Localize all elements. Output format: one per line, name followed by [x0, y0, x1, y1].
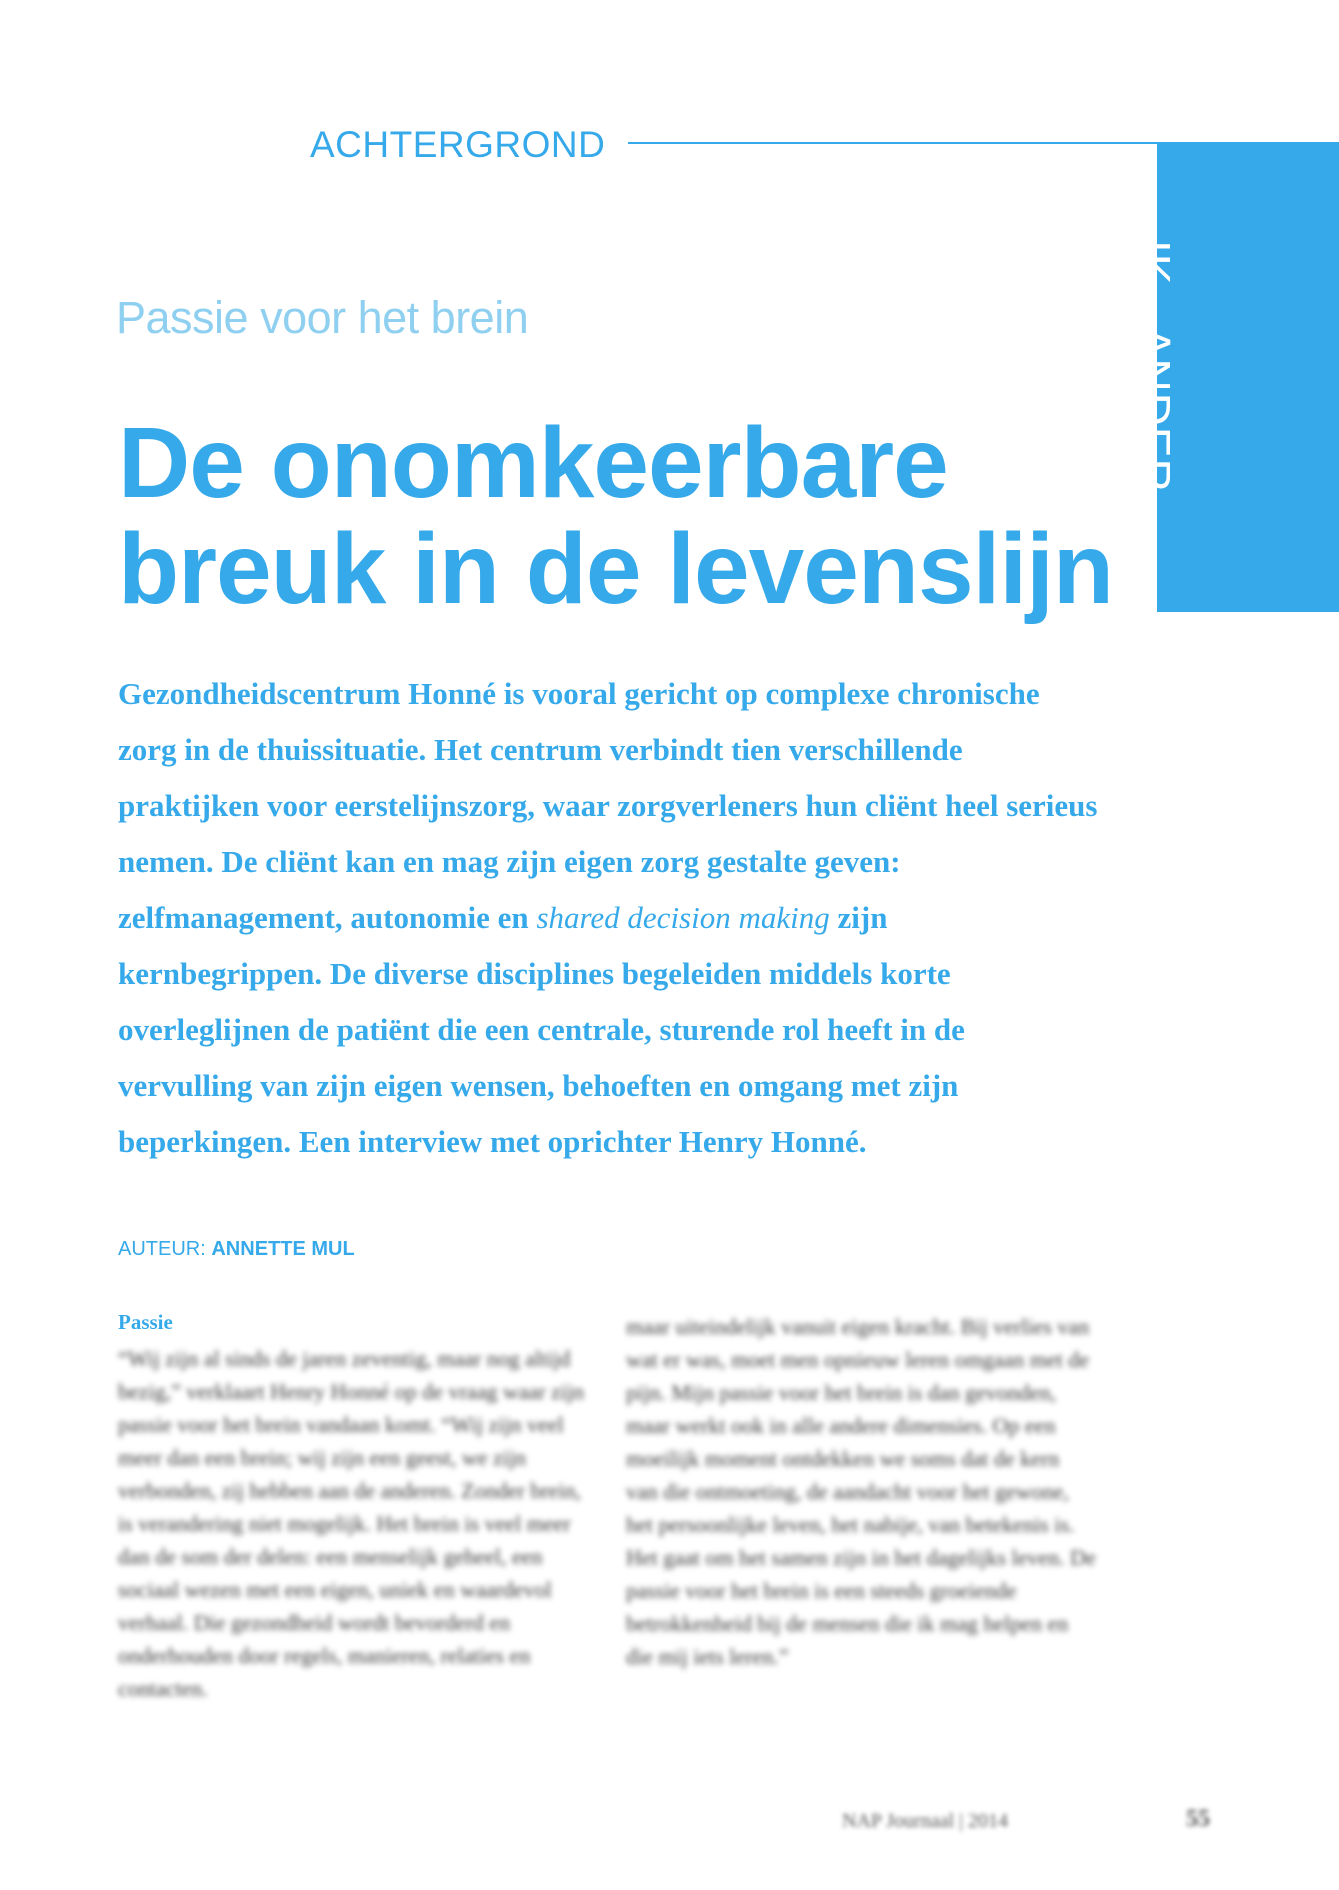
intro-italic-term: shared decision making: [536, 900, 830, 935]
section-label: ACHTERGROND: [310, 124, 606, 165]
body-column-right: maar uiteindelijk vanuit eigen kracht. Bij verlies van wat er was, moet men opnieuw leren omgaan met de pijn. Mijn passie voor het brein is dan gevonden, maar werkt ook in alle andere dimensies. Op een moeilijk moment ontdekken we soms dat de kern van die ontmoeting, de aandacht voor het gewone, het persoonlijke leven, het nabije, van betekenis is. Het gaat om het samen zijn in het dagelijks leven. De passie voor het brein is een steeds groeiende betrokkenheid bij de mensen die ik mag helpen en die mij iets leren.”: [626, 1314, 1096, 1669]
side-tab: [1157, 142, 1339, 612]
section-divider: [628, 142, 1158, 144]
article-intro: [118, 666, 1098, 1170]
byline-author: ANNETTE MUL: [211, 1238, 355, 1260]
article-title-line-2: breuk in de levenslijn: [118, 513, 1113, 625]
footer-journal: NAP Journaal | 2014: [842, 1810, 1009, 1832]
article-title-line-1: De onomkeerbare: [118, 407, 948, 519]
intro-text-part-1: Gezondheidscentrum Honné is vooral gericht op complexe chronische zorg in de thuissituatie. Het centrum verbindt tien verschillende praktijken voor eerstelijnszorg, waar zorgverleners hun cliënt heel serieus nemen. De cliënt kan en mag zijn eigen zorg gestalte geven: zelfmanagement, autonomie en: [118, 676, 1098, 935]
body-heading: Passie: [118, 1310, 173, 1334]
page-number: 55: [1186, 1806, 1210, 1832]
article-kicker: Passie voor het brein: [116, 292, 529, 343]
byline-label: AUTEUR:: [118, 1238, 206, 1260]
intro-text-part-2: zijn kernbegrippen. De diverse disciplines begeleiden middels korte overleglijnen de patiënt die een centrale, sturende rol heeft in de vervulling van zijn eigen wensen, behoeften en omgang met zijn beperkingen. Een interview met oprichter Henry Honné.: [118, 900, 965, 1159]
article-title: [118, 407, 1138, 625]
byline: [118, 1238, 355, 1261]
side-tab-label: IK - ANDER: [1128, 240, 1180, 493]
body-column-left: “Wij zijn al sinds de jaren zeventig, maar nog altijd bezig,” verklaart Henry Honné op de vraag waar zijn passie voor het brein vandaan komt. “Wij zijn veel meer dan een brein; wij zijn een geest, we zijn verbonden, zij hebben aan de anderen. Zonder brein, is verandering niet mogelijk. Het brein is veel meer dan de som der delen: een menselijk geheel, een sociaal wezen met een eigen, uniek en waardevol verhaal. Die gezondheid wordt bevorderd en onderhouden door regels, manieren, relaties en contacten.: [118, 1346, 585, 1701]
